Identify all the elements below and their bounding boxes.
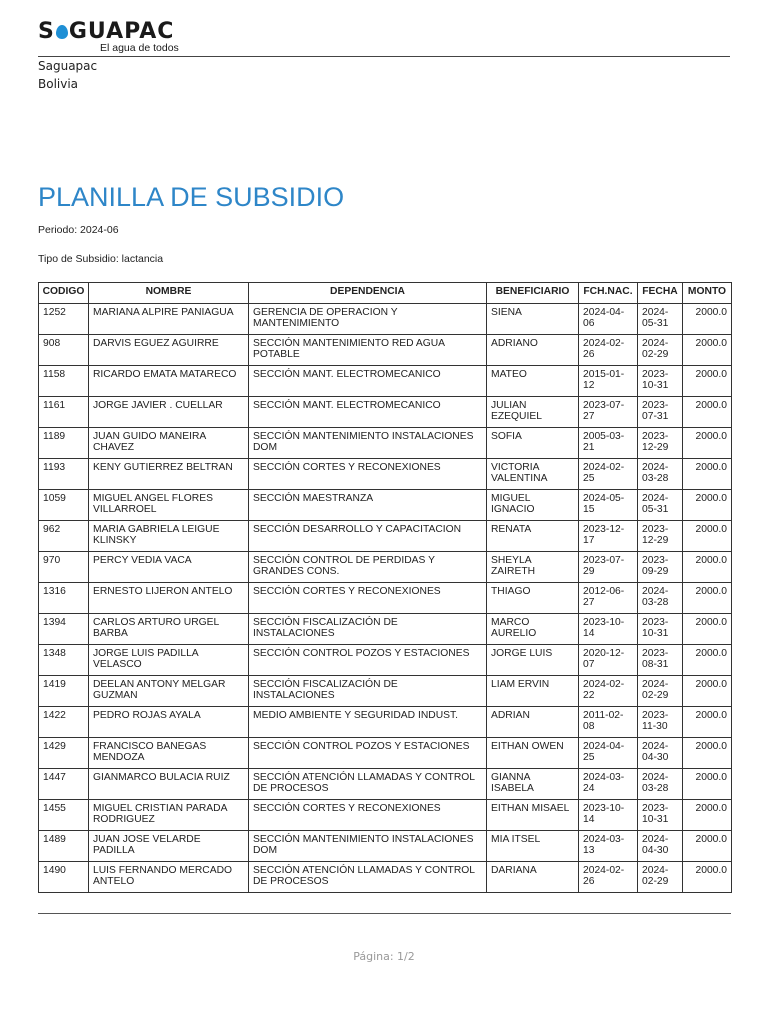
cell-beneficiario: LIAM ERVIN — [487, 676, 579, 707]
table-header-row — [39, 283, 732, 304]
cell-nombre: KENY GUTIERREZ BELTRAN — [89, 459, 249, 490]
table-row — [39, 769, 732, 800]
cell-codigo: 1489 — [39, 831, 89, 862]
cell-dependencia: SECCIÓN CONTROL DE PERDIDAS Y GRANDES CONS. — [249, 552, 487, 583]
cell-fch-nac: 2015-01-12 — [579, 366, 638, 397]
cell-monto: 2000.0 — [683, 738, 732, 769]
document-title: PLANILLA DE SUBSIDIO — [38, 182, 345, 212]
table-row — [39, 676, 732, 707]
cell-beneficiario: VICTORIA VALENTINA — [487, 459, 579, 490]
cell-beneficiario: MARCO AURELIO — [487, 614, 579, 645]
cell-fch-nac: 2024-03-13 — [579, 831, 638, 862]
cell-fch-nac: 2020-12-07 — [579, 645, 638, 676]
cell-monto: 2000.0 — [683, 645, 732, 676]
cell-nombre: FRANCISCO BANEGAS MENDOZA — [89, 738, 249, 769]
cell-fch-nac: 2023-07-29 — [579, 552, 638, 583]
cell-fecha: 2023-12-29 — [638, 521, 683, 552]
cell-dependencia: SECCIÓN DESARROLLO Y CAPACITACION — [249, 521, 487, 552]
cell-fecha: 2023-12-29 — [638, 428, 683, 459]
cell-codigo: 1059 — [39, 490, 89, 521]
cell-fch-nac: 2011-02-08 — [579, 707, 638, 738]
cell-fecha: 2023-10-31 — [638, 366, 683, 397]
cell-monto: 2000.0 — [683, 862, 732, 893]
table-body — [39, 304, 732, 893]
cell-dependencia: SECCIÓN CORTES Y RECONEXIONES — [249, 583, 487, 614]
cell-fecha: 2023-08-31 — [638, 645, 683, 676]
cell-codigo: 1447 — [39, 769, 89, 800]
page-number: Página: 1/2 — [353, 950, 415, 963]
cell-codigo: 1189 — [39, 428, 89, 459]
cell-monto: 2000.0 — [683, 459, 732, 490]
table-row — [39, 614, 732, 645]
cell-nombre: LUIS FERNANDO MERCADO ANTELO — [89, 862, 249, 893]
subsidy-table — [38, 282, 732, 893]
cell-monto: 2000.0 — [683, 428, 732, 459]
cell-fecha: 2023-11-30 — [638, 707, 683, 738]
table-row — [39, 304, 732, 335]
cell-fecha: 2024-03-28 — [638, 459, 683, 490]
cell-monto: 2000.0 — [683, 335, 732, 366]
cell-fecha: 2024-02-29 — [638, 862, 683, 893]
cell-beneficiario: MIA ITSEL — [487, 831, 579, 862]
header-monto: MONTO — [683, 283, 732, 304]
cell-dependencia: SECCIÓN MANT. ELECTROMECANICO — [249, 366, 487, 397]
cell-dependencia: GERENCIA DE OPERACION Y MANTENIMIENTO — [249, 304, 487, 335]
cell-beneficiario: SHEYLA ZAIRETH — [487, 552, 579, 583]
cell-codigo: 970 — [39, 552, 89, 583]
cell-beneficiario: SOFIA — [487, 428, 579, 459]
cell-monto: 2000.0 — [683, 800, 732, 831]
cell-fch-nac: 2024-03-24 — [579, 769, 638, 800]
cell-fecha: 2024-03-28 — [638, 583, 683, 614]
cell-codigo: 1252 — [39, 304, 89, 335]
cell-dependencia: SECCIÓN FISCALIZACIÓN DE INSTALACIONES — [249, 676, 487, 707]
cell-nombre: CARLOS ARTURO URGEL BARBA — [89, 614, 249, 645]
cell-nombre: PERCY VEDIA VACA — [89, 552, 249, 583]
table-row — [39, 552, 732, 583]
cell-nombre: ERNESTO LIJERON ANTELO — [89, 583, 249, 614]
table-row — [39, 521, 732, 552]
cell-codigo: 1161 — [39, 397, 89, 428]
header-dependencia: DEPENDENCIA — [249, 283, 487, 304]
cell-dependencia: SECCIÓN CONTROL POZOS Y ESTACIONES — [249, 645, 487, 676]
saguapac-logo — [38, 20, 208, 56]
cell-fch-nac: 2023-07-27 — [579, 397, 638, 428]
table-row — [39, 645, 732, 676]
cell-fecha: 2024-04-30 — [638, 738, 683, 769]
cell-fch-nac: 2024-04-25 — [579, 738, 638, 769]
cell-dependencia: SECCIÓN FISCALIZACIÓN DE INSTALACIONES — [249, 614, 487, 645]
cell-fecha: 2024-05-31 — [638, 490, 683, 521]
cell-beneficiario: JULIAN EZEQUIEL — [487, 397, 579, 428]
cell-codigo: 1429 — [39, 738, 89, 769]
cell-dependencia: SECCIÓN MANTENIMIENTO INSTALACIONES DOM — [249, 428, 487, 459]
cell-fch-nac: 2023-10-14 — [579, 800, 638, 831]
cell-fecha: 2024-05-31 — [638, 304, 683, 335]
cell-nombre: JORGE LUIS PADILLA VELASCO — [89, 645, 249, 676]
cell-dependencia: SECCIÓN MANTENIMIENTO RED AGUA POTABLE — [249, 335, 487, 366]
cell-fecha: 2024-02-29 — [638, 335, 683, 366]
cell-monto: 2000.0 — [683, 583, 732, 614]
cell-monto: 2000.0 — [683, 397, 732, 428]
cell-dependencia: MEDIO AMBIENTE Y SEGURIDAD INDUST. — [249, 707, 487, 738]
table-row — [39, 738, 732, 769]
cell-fch-nac: 2024-04-06 — [579, 304, 638, 335]
table-row — [39, 800, 732, 831]
cell-beneficiario: MATEO — [487, 366, 579, 397]
subsidy-type-label: Tipo de Subsidio: lactancia — [38, 253, 164, 265]
table-row — [39, 428, 732, 459]
cell-monto: 2000.0 — [683, 552, 732, 583]
table-row — [39, 490, 732, 521]
cell-codigo: 1193 — [39, 459, 89, 490]
cell-monto: 2000.0 — [683, 831, 732, 862]
cell-dependencia: SECCIÓN MAESTRANZA — [249, 490, 487, 521]
cell-nombre: MARIA GABRIELA LEIGUE KLINSKY — [89, 521, 249, 552]
cell-nombre: JORGE JAVIER . CUELLAR — [89, 397, 249, 428]
cell-codigo: 1455 — [39, 800, 89, 831]
logo-wordmark: S GUAPAC — [38, 19, 175, 44]
cell-nombre: RICARDO EMATA MATARECO — [89, 366, 249, 397]
cell-codigo: 1348 — [39, 645, 89, 676]
cell-codigo: 1490 — [39, 862, 89, 893]
cell-beneficiario: THIAGO — [487, 583, 579, 614]
cell-dependencia: SECCIÓN CORTES Y RECONEXIONES — [249, 459, 487, 490]
table-row — [39, 397, 732, 428]
cell-monto: 2000.0 — [683, 490, 732, 521]
header-fecha: FECHA — [638, 283, 683, 304]
cell-fecha: 2023-10-31 — [638, 800, 683, 831]
header-nombre: NOMBRE — [89, 283, 249, 304]
cell-codigo: 908 — [39, 335, 89, 366]
cell-beneficiario: JORGE LUIS — [487, 645, 579, 676]
cell-beneficiario: ADRIANO — [487, 335, 579, 366]
table-row — [39, 366, 732, 397]
cell-codigo: 1394 — [39, 614, 89, 645]
table-row — [39, 583, 732, 614]
company-info — [38, 57, 97, 93]
cell-monto: 2000.0 — [683, 614, 732, 645]
water-drop-icon — [56, 25, 68, 39]
cell-fch-nac: 2023-12-17 — [579, 521, 638, 552]
cell-fecha: 2024-02-29 — [638, 676, 683, 707]
cell-fch-nac: 2024-05-15 — [579, 490, 638, 521]
page-header — [38, 16, 730, 57]
cell-monto: 2000.0 — [683, 304, 732, 335]
cell-codigo: 962 — [39, 521, 89, 552]
cell-codigo: 1419 — [39, 676, 89, 707]
table-row — [39, 459, 732, 490]
cell-monto: 2000.0 — [683, 366, 732, 397]
period-label: Periodo: 2024-06 — [38, 224, 119, 236]
cell-nombre: GIANMARCO BULACIA RUIZ — [89, 769, 249, 800]
cell-nombre: DEELAN ANTONY MELGAR GUZMAN — [89, 676, 249, 707]
table-row — [39, 707, 732, 738]
cell-beneficiario: MIGUEL IGNACIO — [487, 490, 579, 521]
cell-dependencia: SECCIÓN CONTROL POZOS Y ESTACIONES — [249, 738, 487, 769]
cell-fecha: 2023-10-31 — [638, 614, 683, 645]
header-beneficiario: BENEFICIARIO — [487, 283, 579, 304]
cell-fecha: 2023-09-29 — [638, 552, 683, 583]
cell-codigo: 1422 — [39, 707, 89, 738]
cell-beneficiario: EITHAN MISAEL — [487, 800, 579, 831]
cell-nombre: MIGUEL CRISTIAN PARADA RODRIGUEZ — [89, 800, 249, 831]
table-row — [39, 335, 732, 366]
cell-fch-nac: 2024-02-22 — [579, 676, 638, 707]
cell-dependencia: SECCIÓN CORTES Y RECONEXIONES — [249, 800, 487, 831]
cell-dependencia: SECCIÓN ATENCIÓN LLAMADAS Y CONTROL DE PROCESOS — [249, 862, 487, 893]
cell-nombre: JUAN GUIDO MANEIRA CHAVEZ — [89, 428, 249, 459]
cell-beneficiario: EITHAN OWEN — [487, 738, 579, 769]
cell-nombre: MIGUEL ANGEL FLORES VILLARROEL — [89, 490, 249, 521]
cell-fch-nac: 2024-02-26 — [579, 862, 638, 893]
company-country: Bolivia — [38, 77, 79, 91]
cell-monto: 2000.0 — [683, 769, 732, 800]
cell-beneficiario: SIENA — [487, 304, 579, 335]
cell-nombre: PEDRO ROJAS AYALA — [89, 707, 249, 738]
cell-nombre: MARIANA ALPIRE PANIAGUA — [89, 304, 249, 335]
cell-fch-nac: 2023-10-14 — [579, 614, 638, 645]
cell-beneficiario: DARIANA — [487, 862, 579, 893]
cell-monto: 2000.0 — [683, 521, 732, 552]
cell-monto: 2000.0 — [683, 676, 732, 707]
cell-fch-nac: 2012-06-27 — [579, 583, 638, 614]
cell-fecha: 2023-07-31 — [638, 397, 683, 428]
logo-tagline: El agua de todos — [100, 42, 179, 54]
cell-fch-nac: 2024-02-25 — [579, 459, 638, 490]
cell-nombre: DARVIS EGUEZ AGUIRRE — [89, 335, 249, 366]
cell-monto: 2000.0 — [683, 707, 732, 738]
cell-dependencia: SECCIÓN ATENCIÓN LLAMADAS Y CONTROL DE PROCESOS — [249, 769, 487, 800]
cell-codigo: 1316 — [39, 583, 89, 614]
table-row — [39, 862, 732, 893]
cell-nombre: JUAN JOSE VELARDE PADILLA — [89, 831, 249, 862]
cell-fch-nac: 2024-02-26 — [579, 335, 638, 366]
header-codigo: CODIGO — [39, 283, 89, 304]
table-row — [39, 831, 732, 862]
cell-dependencia: SECCIÓN MANTENIMIENTO INSTALACIONES DOM — [249, 831, 487, 862]
cell-codigo: 1158 — [39, 366, 89, 397]
cell-beneficiario: ADRIAN — [487, 707, 579, 738]
cell-beneficiario: RENATA — [487, 521, 579, 552]
cell-fecha: 2024-04-30 — [638, 831, 683, 862]
cell-fecha: 2024-03-28 — [638, 769, 683, 800]
cell-beneficiario: GIANNA ISABELA — [487, 769, 579, 800]
footer-divider — [38, 913, 731, 914]
company-name: Saguapac — [38, 59, 98, 73]
cell-fch-nac: 2005-03-21 — [579, 428, 638, 459]
cell-dependencia: SECCIÓN MANT. ELECTROMECANICO — [249, 397, 487, 428]
header-fch-nac: FCH.NAC. — [579, 283, 638, 304]
